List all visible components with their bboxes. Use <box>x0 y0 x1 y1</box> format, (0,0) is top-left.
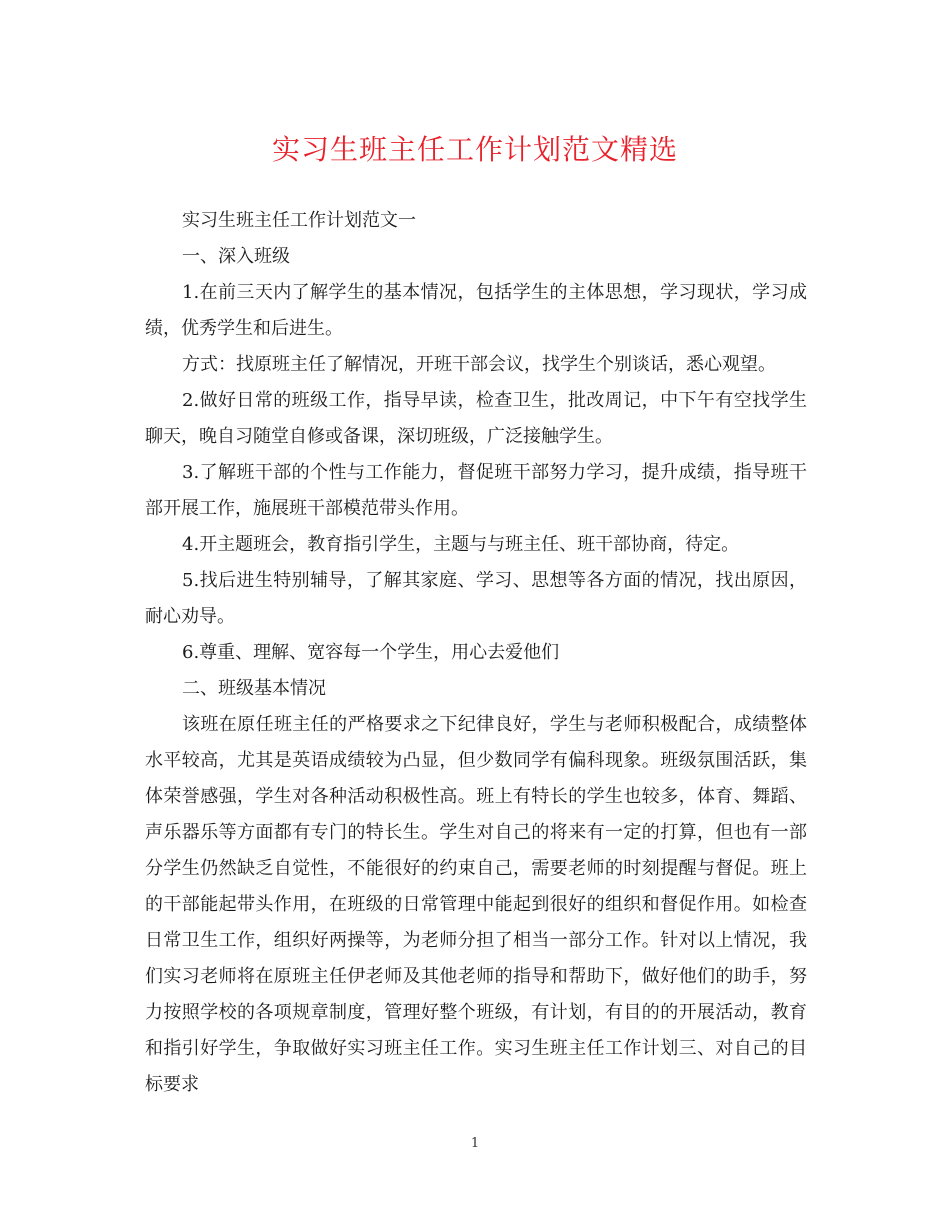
document-title: 实习生班主任工作计划范文精选 <box>271 133 678 166</box>
paragraph: 5.找后进生特别辅导，了解其家庭、学习、思想等各方面的情况，找出原因，耐心劝导。 <box>145 570 807 627</box>
paragraph: 4.开主题班会，教育指引学生，主题与与班主任、班干部协商，待定。 <box>182 534 740 555</box>
paragraph: 方式：找原班主任了解情况，开班干部会议，找学生个别谈话，悉心观望。 <box>182 354 776 375</box>
document-body <box>145 203 807 1103</box>
paragraph: 实习生班主任工作计划范文一 <box>182 210 416 231</box>
paragraph: 3.了解班干部的个性与工作能力，督促班干部努力学习，提升成绩，指导班干部开展工作，施展班干部模范带头作用。 <box>145 462 807 519</box>
paragraph: 1.在前三天内了解学生的基本情况，包括学生的主体思想，学习现状，学习成绩，优秀学生和后进生。 <box>145 282 807 339</box>
paragraph: 2.做好日常的班级工作，指导早读，检查卫生，批改周记，中下午有空找学生聊天，晚自习随堂自修或备课，深切班级，广泛接触学生。 <box>145 390 807 447</box>
paragraph: 6.尊重、理解、宽容每一个学生，用心去爱他们 <box>182 642 560 663</box>
section-heading: 一、深入班级 <box>182 246 290 267</box>
page-number: 1 <box>470 1136 480 1151</box>
section-heading: 二、班级基本情况 <box>182 678 326 699</box>
paragraph: 该班在原任班主任的严格要求之下纪律良好，学生与老师积极配合，成绩整体水平较高，尤其是英语成绩较为凸显，但少数同学有偏科现象。班级氛围活跃，集体荣誉感强，学生对各种活动积极性高。班上有特长的学生也较多，体育、舞蹈、声乐器乐等方面都有专门的特长生。学生对自己的将来有一定的打算，但也有一部分学生仍然缺乏自觉性，不能很好的约束自己，需要老师的时刻提醒与督促。班上的干部能起带头作用，在班级的日常管理中能起到很好的组织和督促作用。如检查日常卫生工作，组织好两操等，为老师分担了相当一部分工作。针对以上情况，我们实习老师将在原班主任伊老师及其他老师的指导和帮助下，做好他们的助手，努力按照学校的各项规章制度，管理好整个班级，有计划，有目的的开展活动，教育和指引好学生，争取做好实习班主任工作。实习生班主任工作计划三、对自己的目标要求 <box>145 714 807 1095</box>
